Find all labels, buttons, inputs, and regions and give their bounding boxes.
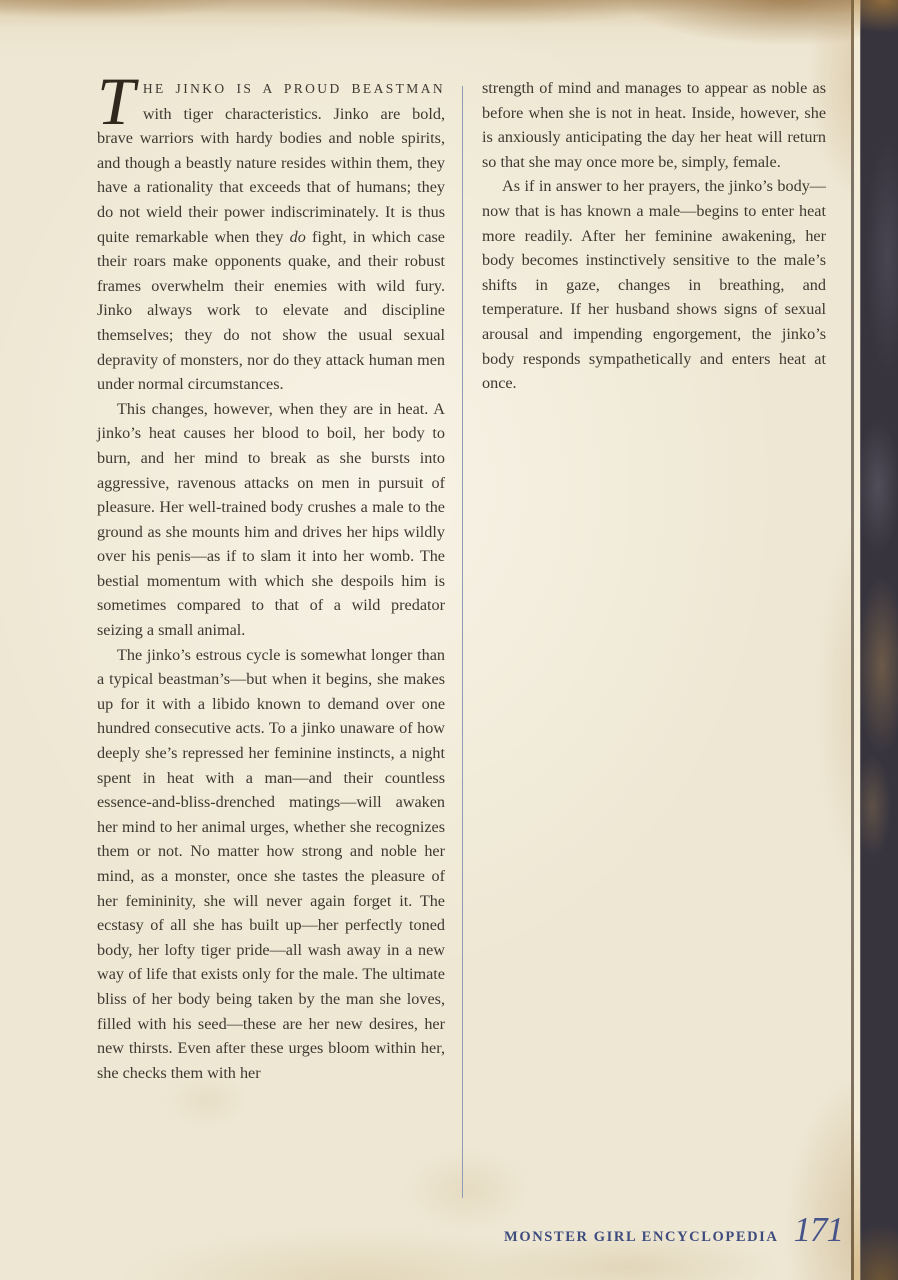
text-column-left xyxy=(97,63,445,1085)
text-run: As if in answer to her prayers, the jinko’s body—now that is has known a male—begins to enter heat more readily. After her feminine awakening, her body becomes instinctively sensitive to the male’s shifts in gaze, changes in breathing, and temperature. If her husband shows signs of sexual arousal and impending engorgement, the jinko’s body responds sympathetically and enters heat at once. xyxy=(482,177,826,393)
book-title: MONSTER GIRL ENCYCLOPEDIA xyxy=(504,1229,779,1245)
text-run: The jinko’s estrous cycle is somewhat longer than a typical beastman’s—but when it begins, she makes up for it with a libido known to demand over one hundred consecutive acts. To a jinko unaware of how deeply she’s repressed her feminine instincts, a night spent in heat with a man—and their countless essence-and-bliss-drenched matings—will awaken her mind to her animal urges, whether she recognizes them or not. No matter how strong and noble her mind, as a monster, once she tastes the pleasure of her femininity, she will never again forget it. The ecstasy of all she has built up—her perfectly toned body, her lofty tiger pride—all wash away in a new way of life that exists only for the male. The ultimate bliss of her body being taken by the man she loves, filled with his seed—these are her new desires, her new thirsts. Even after these urges bloom within her, she checks them with her xyxy=(97,645,445,1082)
text-column-right xyxy=(482,76,826,396)
paragraph xyxy=(97,63,445,397)
text-run: fight, in which case their roars make opponents quake, and their robust frames overwhelm their enemies with wild fury. Jinko always work to elevate and discipline themselves; they do not show the usual sexual depravity of monsters, nor do they attack human men under normal circumstances. xyxy=(97,227,445,394)
text-run-smallcaps: HE JINKO IS A PROUD BEASTMAN xyxy=(142,81,445,96)
text-run-italic: do xyxy=(289,227,306,246)
book-edge-band xyxy=(860,0,898,1280)
paragraph xyxy=(97,643,445,1086)
column-divider-line xyxy=(462,86,463,1198)
page-footer xyxy=(0,1210,843,1250)
paragraph xyxy=(482,174,826,395)
text-run: strength of mind and manages to appear as noble as before when she is not in heat. Inside, however, she is anxiously anticipating the day her heat will return so that she may once more be, simply, female. xyxy=(482,79,826,171)
text-run: This changes, however, when they are in heat. A jinko’s heat causes her blood to boil, her body to burn, and her mind to break as she bursts into aggressive, ravenous attacks on men in pursuit of pleasure. Her well-trained body crushes a male to the ground as she mounts him and drives her hips wildly over his penis—as if to slam it into her womb. The bestial momentum with which she despoils him is sometimes compared to that of a wild predator seizing a small animal. xyxy=(97,399,445,640)
page-number: 171 xyxy=(793,1210,843,1249)
paragraph xyxy=(97,397,445,643)
dropcap-letter: T xyxy=(97,63,135,139)
paragraph xyxy=(482,76,826,174)
text-run: with tiger characteristics. Jinko are bold, brave warriors with hardy bodies and noble spirits, and though a beastly nature resides within them, they have a rationality that exceeds that of humans; they do not wield their power indiscriminately. It is thus quite remarkable when they xyxy=(97,104,445,246)
